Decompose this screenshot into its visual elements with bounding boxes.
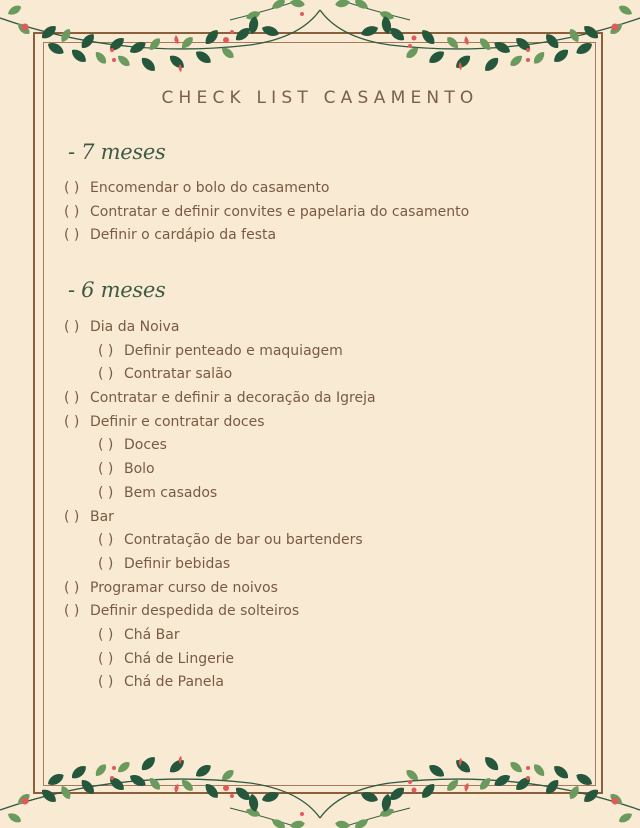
- checklist-subitem[interactable]: [64, 482, 376, 506]
- checklist-item[interactable]: [64, 387, 376, 411]
- checklist-item[interactable]: [64, 316, 376, 340]
- item-label: Definir penteado e maquiagem: [124, 342, 343, 359]
- item-label: Contratar e definir a decoração da Igreja: [90, 390, 376, 407]
- checkbox[interactable]: ( ): [98, 437, 114, 454]
- checkbox[interactable]: ( ): [98, 342, 114, 359]
- checkbox[interactable]: ( ): [64, 227, 80, 244]
- checkbox[interactable]: ( ): [64, 203, 80, 220]
- item-label: Contratação de bar ou bartenders: [124, 532, 363, 549]
- checklist-subitem[interactable]: [64, 553, 376, 577]
- checkbox[interactable]: ( ): [98, 650, 114, 667]
- checklist-item[interactable]: [64, 506, 376, 530]
- item-label: Definir e contratar doces: [90, 413, 265, 430]
- checklist-7-meses: [64, 177, 469, 248]
- checkbox[interactable]: ( ): [64, 390, 80, 407]
- page-title: CHECK LIST CASAMENTO: [161, 88, 479, 108]
- checkbox[interactable]: ( ): [98, 532, 114, 549]
- checkbox[interactable]: ( ): [64, 603, 80, 620]
- item-label: Definir o cardápio da festa: [90, 227, 277, 244]
- checklist-item[interactable]: [64, 577, 376, 601]
- section-heading-7-meses: - 7 meses: [68, 140, 166, 164]
- section-heading-6-meses: - 6 meses: [68, 278, 166, 302]
- checklist-subitem[interactable]: [64, 363, 376, 387]
- checklist-6-meses: [64, 316, 376, 695]
- item-label: Bolo: [124, 461, 155, 478]
- item-label: Contratar salão: [124, 366, 233, 383]
- item-label: Bem casados: [124, 484, 218, 501]
- item-label: Bar: [90, 508, 114, 525]
- item-label: Definir bebidas: [124, 555, 231, 572]
- checkbox[interactable]: ( ): [98, 674, 114, 691]
- checkbox[interactable]: ( ): [98, 626, 114, 643]
- checklist-subitem[interactable]: [64, 434, 376, 458]
- item-label: Definir despedida de solteiros: [90, 603, 300, 620]
- checklist-item[interactable]: [64, 224, 469, 248]
- checklist-item[interactable]: [64, 201, 469, 225]
- checklist-subitem[interactable]: [64, 624, 376, 648]
- checkbox[interactable]: ( ): [64, 180, 80, 196]
- checklist-subitem[interactable]: [64, 340, 376, 364]
- checkbox[interactable]: ( ): [98, 555, 114, 572]
- item-label: Chá de Lingerie: [124, 650, 234, 667]
- checklist-item[interactable]: [64, 177, 469, 201]
- checkbox[interactable]: ( ): [64, 413, 80, 430]
- item-label: Programar curso de noivos: [90, 579, 278, 596]
- checkbox[interactable]: ( ): [98, 461, 114, 478]
- checklist-subitem[interactable]: [64, 529, 376, 553]
- item-label: Doces: [124, 437, 167, 454]
- checklist-subitem[interactable]: [64, 671, 376, 695]
- checklist-subitem[interactable]: [64, 648, 376, 672]
- item-label: Contratar e definir convites e papelaria do casamento: [90, 203, 470, 220]
- item-label: Chá Bar: [124, 626, 180, 643]
- checklist-subitem[interactable]: [64, 458, 376, 482]
- checkbox[interactable]: ( ): [98, 484, 114, 501]
- item-label: Encomendar o bolo do casamento: [90, 180, 330, 196]
- checkbox[interactable]: ( ): [64, 319, 80, 335]
- checkbox[interactable]: ( ): [64, 579, 80, 596]
- item-label: Chá de Panela: [124, 674, 224, 691]
- checkbox[interactable]: ( ): [98, 366, 114, 383]
- checklist-item[interactable]: [64, 411, 376, 435]
- checkbox[interactable]: ( ): [64, 508, 80, 525]
- item-label: Dia da Noiva: [90, 319, 180, 335]
- checklist-item[interactable]: [64, 600, 376, 624]
